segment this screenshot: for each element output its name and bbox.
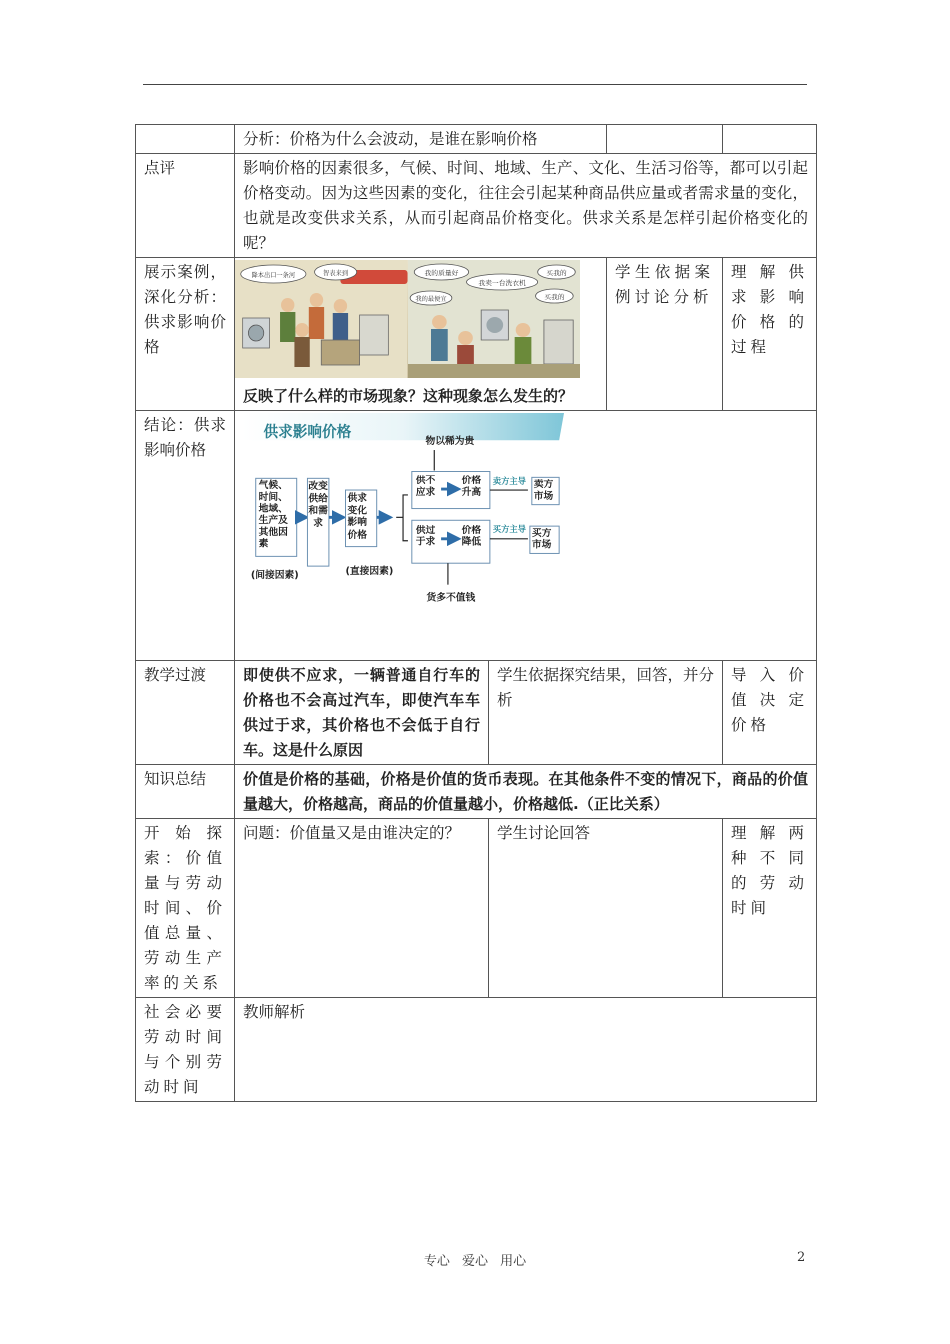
cell-activity: 即使供不应求，一辆普通自行车的价格也不会高过汽车，即使汽车车供过于求，其价格也不会低于自行车。这是什么原因 — [235, 661, 489, 765]
cell-goal — [723, 125, 817, 154]
cell-label: 社会必要劳动时间与个别劳动时间 — [136, 998, 235, 1102]
cell-student — [607, 125, 723, 154]
cell-diagram — [235, 411, 817, 661]
bubble-text: 买我的 — [543, 293, 565, 301]
supply-demand-flow-diagram — [235, 411, 815, 651]
cell-goal: 理解供求影响价格的过程 — [723, 258, 817, 411]
table-row-conclusion — [136, 411, 817, 661]
cell-label — [136, 125, 235, 154]
table-row-social — [136, 998, 817, 1102]
cell-goal: 理解两种不同的劳动时间 — [723, 819, 817, 998]
market-cartoon-image — [235, 260, 408, 378]
cell-label: 知识总结 — [136, 765, 235, 819]
bubble-text: 我的质量好 — [424, 269, 458, 277]
seller-market-text: 卖方市场 — [533, 479, 554, 502]
cell-case-content — [235, 258, 607, 411]
cell-content: 价值是价格的基础，价格是价值的货币表现。在其他条件不变的情况下，商品的价值量越大，价格越高，商品的价值量越小，价格越低.（正比关系） — [235, 765, 817, 819]
bubble-text: 我卖一台洗衣机 — [477, 279, 526, 287]
cell-label: 点评 — [136, 154, 235, 258]
cell-label: 结论：供求影响价格 — [136, 411, 235, 661]
case-question: 反映了什么样的市场现象？这种现象怎么发生的？ — [243, 387, 574, 405]
indirect-label: (间接因素) — [250, 569, 299, 581]
cell-content: 影响价格的因素很多，气候、时间、地域、生产、文化、生活习俗等，都可以引起价格变动。因为这些因素的变化，往往会引起某种商品供应量或者需求量的变化，也就是改变供求关系，从而引起商品价格变化。供求关系是怎样引起价格变化的呢？ — [235, 154, 817, 258]
price-up-text: 价格升高 — [461, 475, 482, 498]
cell-student: 学生依据案例讨论分析 — [607, 258, 723, 411]
change-text: 改变供给和需求 — [308, 481, 328, 529]
table-row-comment — [136, 154, 817, 258]
cell-label: 教学过渡 — [136, 661, 235, 765]
seller-lead-label: 卖方主导 — [492, 476, 526, 487]
cell-label: 展示案例，深化分析：供求影响价格 — [136, 258, 235, 411]
over-supply-text: 供过于求 — [415, 525, 436, 548]
bracket — [403, 495, 408, 541]
page-footer: 专心 爱心 用心 — [423, 1254, 527, 1269]
buyer-market-text: 买方市场 — [531, 528, 552, 551]
direct-label: (直接因素) — [345, 565, 394, 577]
bubble-text: 买我的 — [545, 269, 567, 277]
table-row-summary — [136, 765, 817, 819]
scarce-label: 物以稀为贵 — [425, 436, 475, 448]
cell-student: 学生依据探究结果，回答，并分析 — [489, 661, 723, 765]
table-row-analysis — [136, 125, 817, 154]
cell-student: 学生讨论回答 — [489, 819, 723, 998]
market-cartoon-image — [408, 260, 581, 378]
table-row-explore — [136, 819, 817, 998]
price-down-text: 价格降低 — [461, 525, 482, 548]
table-row-case — [136, 258, 817, 411]
cell-activity: 问题：价值量又是由谁决定的？ — [235, 819, 489, 998]
buyer-lead-label: 买方主导 — [492, 523, 526, 534]
bubble-text: 降本出口一条河 — [251, 271, 296, 280]
cell-label: 开始探索：价值量与劳动时间、价值总量、劳动生产率的关系 — [136, 819, 235, 998]
diagram-title: 供求影响价格 — [263, 423, 352, 441]
cartoon-images — [235, 260, 606, 378]
table-row-transition — [136, 661, 817, 765]
header-rule — [143, 84, 807, 85]
factors-text: 气候、时间、地域、生产及其他因素 — [258, 480, 288, 550]
short-supply-text: 供不应求 — [415, 475, 436, 498]
bubble-text: 智表来到 — [323, 269, 349, 278]
cell-activity: 分析：价格为什么会波动，是谁在影响价格 — [235, 125, 607, 154]
supply-text: 供求变化影响价格 — [347, 492, 367, 541]
lesson-plan-table — [135, 124, 817, 1102]
cheap-label: 货多不值钱 — [426, 592, 476, 604]
cell-content: 教师解析 — [235, 998, 817, 1102]
cell-goal: 导入价值决定价格 — [723, 661, 817, 765]
page-number: 2 — [797, 1250, 806, 1265]
bubble-text: 我的最便宜 — [414, 296, 447, 303]
